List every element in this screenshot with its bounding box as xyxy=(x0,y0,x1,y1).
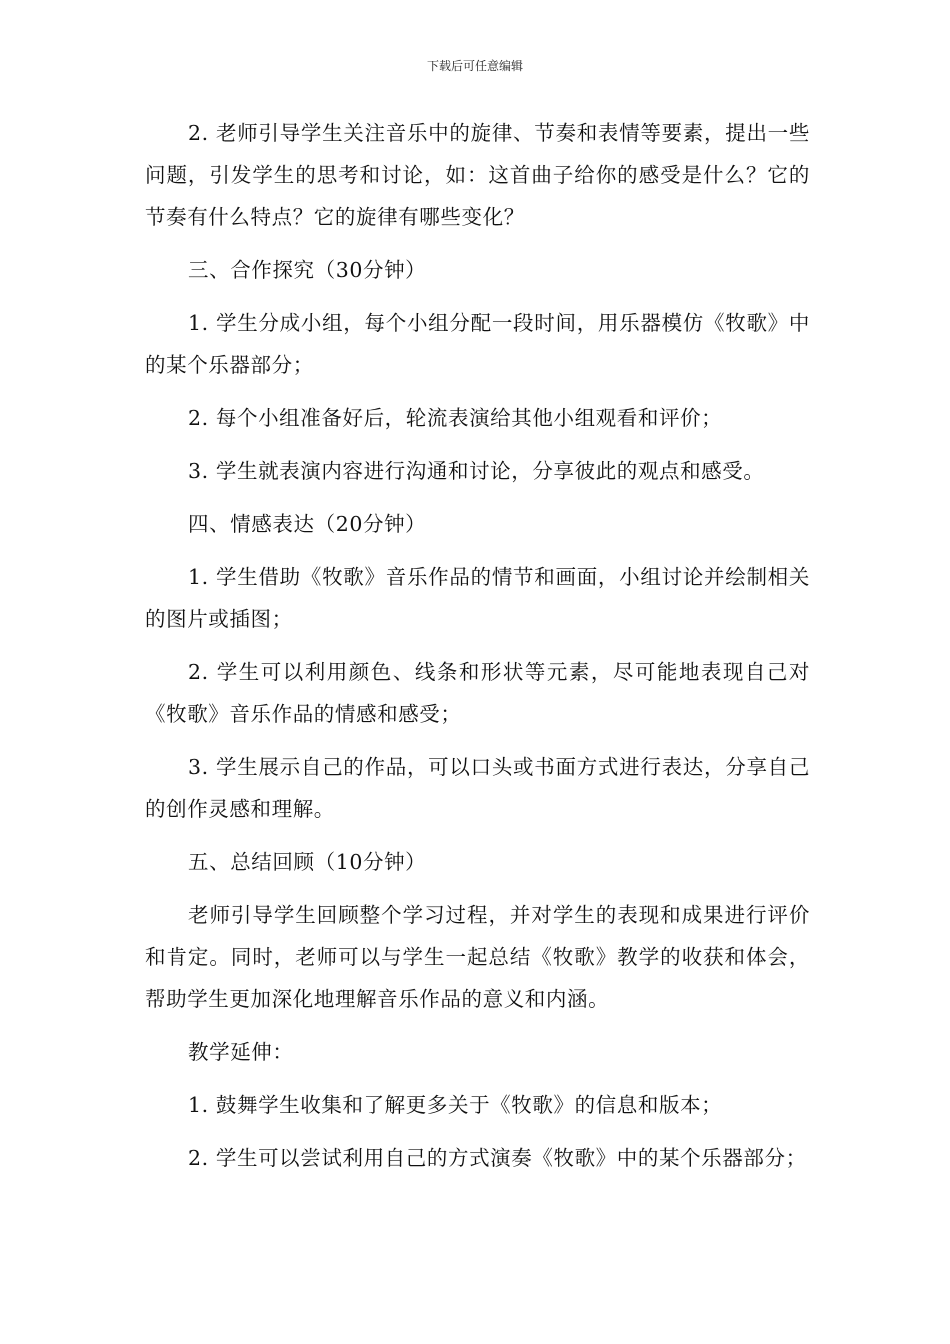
page-header: 下载后可任意编辑 xyxy=(426,59,523,73)
paragraph-discussion: 3. 学生就表演内容进行沟通和讨论，分享彼此的观点和感受。 xyxy=(188,459,765,483)
paragraph-try-perform: 2. 学生可以尝试利用自己的方式演奏《牧歌》中的某个乐器部分； xyxy=(188,1146,807,1170)
heading-emotional-expression: 四、情感表达（20分钟） xyxy=(188,512,427,536)
paragraph-group-imitation: 1. 学生分成小组，每个小组分配一段时间，用乐器模仿《牧歌》中的某个乐器部分； xyxy=(145,311,810,377)
paragraph-drawing: 1. 学生借助《牧歌》音乐作品的情节和画面，小组讨论并绘制相关的图片或插图； xyxy=(145,565,810,631)
paragraph-color-elements: 2. 学生可以利用颜色、线条和形状等元素，尽可能地表现自己对《牧歌》音乐作品的情感和感受； xyxy=(145,660,810,726)
heading-teaching-extension: 教学延伸： xyxy=(188,1040,294,1064)
paragraph-group-performance: 2. 每个小组准备好后，轮流表演给其他小组观看和评价； xyxy=(188,406,723,430)
document-body xyxy=(145,112,810,1179)
paragraph-present-work: 3. 学生展示自己的作品，可以口头或书面方式进行表达，分享自己的创作灵感和理解。 xyxy=(145,755,810,821)
paragraph-review: 老师引导学生回顾整个学习过程，并对学生的表现和成果进行评价和肯定。同时，老师可以与学生一起总结《牧歌》教学的收获和体会，帮助学生更加深化地理解音乐作品的意义和内涵。 xyxy=(145,903,810,1011)
heading-summary-review: 五、总结回顾（10分钟） xyxy=(188,850,427,874)
heading-cooperative-inquiry: 三、合作探究（30分钟） xyxy=(188,258,427,282)
paragraph-teacher-guidance: 2. 老师引导学生关注音乐中的旋律、节奏和表情等要素，提出一些问题，引发学生的思考和讨论，如：这首曲子给你的感受是什么？它的节奏有什么特点？它的旋律有哪些变化？ xyxy=(145,121,810,229)
paragraph-collect-info: 1. 鼓舞学生收集和了解更多关于《牧歌》的信息和版本； xyxy=(188,1093,723,1117)
